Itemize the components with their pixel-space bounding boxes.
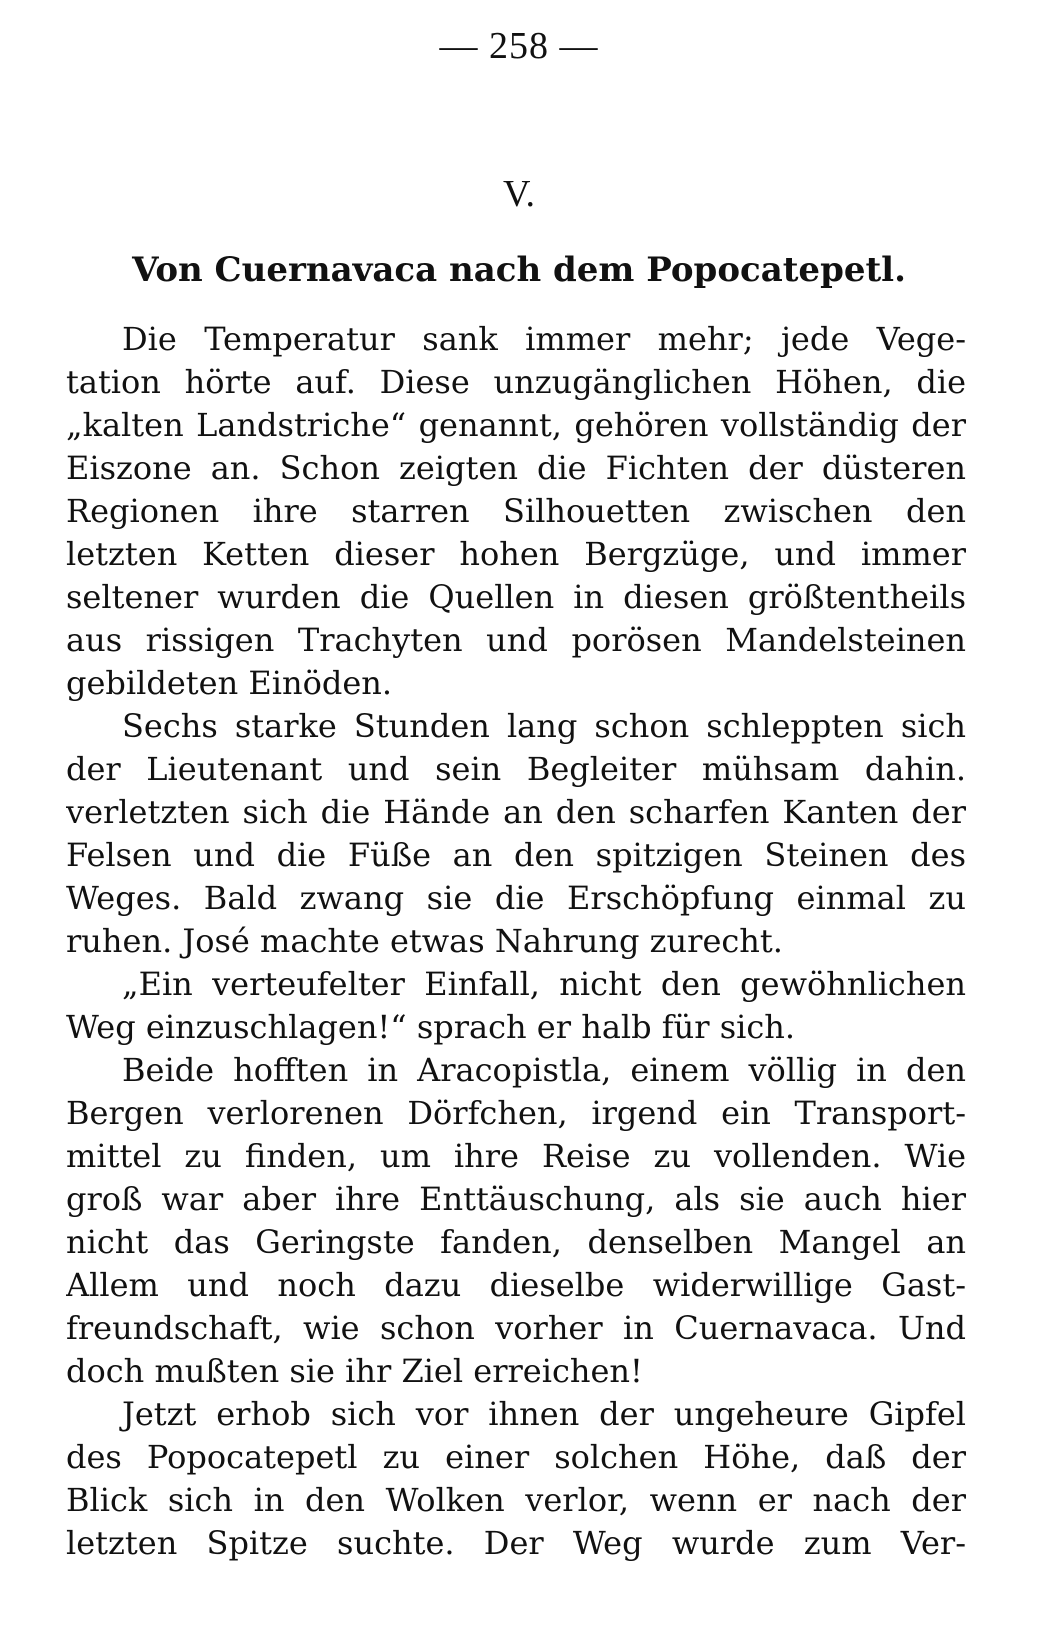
text-line: Beide hofften in Aracopistla, einem völlig in den: [122, 1051, 966, 1089]
text-line: nicht das Geringste fanden, denselben Mangel an: [66, 1223, 966, 1261]
text-line: verletzten sich die Hände an den scharfen Kanten der: [66, 793, 966, 831]
text-line: aus rissigen Trachyten und porösen Mandelsteinen: [66, 621, 966, 659]
text-line: groß war aber ihre Enttäuschung, als sie auch hier: [66, 1180, 966, 1218]
text-line: Weges. Bald zwang sie die Erschöpfung einmal zu: [66, 879, 966, 917]
text-line: letzten Ketten dieser hohen Bergzüge, und immer: [66, 535, 966, 573]
text-line: Weg einzuschlagen!“ sprach er halb für sich.: [66, 1008, 796, 1046]
text-line: Eiszone an. Schon zeigten die Fichten der düsteren: [66, 449, 966, 487]
body-text: [66, 318, 966, 1565]
text-line: „kalten Landstriche“ genannt, gehören vollständig der: [66, 406, 966, 444]
chapter-number: V.: [502, 173, 536, 215]
text-line: ruhen. José machte etwas Nahrung zurecht.: [66, 922, 783, 960]
text-line: gebildeten Einöden.: [66, 664, 393, 702]
text-line: mittel zu finden, um ihre Reise zu vollenden. Wie: [66, 1137, 966, 1175]
text-line: tation hörte auf. Diese unzugänglichen Höhen, die: [66, 363, 966, 401]
text-line: Blick sich in den Wolken verlor, wenn er nach der: [66, 1481, 966, 1519]
text-line: „Ein verteufelter Einfall, nicht den gewöhnlichen: [122, 965, 966, 1003]
text-line: Die Temperatur sank immer mehr; jede Vege-: [122, 320, 966, 358]
text-line: des Popocatepetl zu einer solchen Höhe, daß der: [66, 1438, 966, 1476]
text-line: freundschaft, wie schon vorher in Cuernavaca. Und: [66, 1309, 966, 1347]
page-number: — 258 —: [439, 25, 599, 67]
text-line: seltener wurden die Quellen in diesen größtentheils: [66, 578, 966, 616]
text-line: Regionen ihre starren Silhouetten zwischen den: [66, 492, 966, 530]
text-line: letzten Spitze suchte. Der Weg wurde zum Ver-: [66, 1524, 966, 1562]
text-line: Felsen und die Füße an den spitzigen Steinen des: [66, 836, 966, 874]
text-line: Sechs starke Stunden lang schon schleppten sich: [122, 707, 966, 745]
text-line: der Lieutenant und sein Begleiter mühsam dahin.: [66, 750, 966, 788]
text-line: Bergen verlorenen Dörfchen, irgend ein Transport-: [66, 1094, 966, 1132]
text-line: doch mußten sie ihr Ziel erreichen!: [66, 1352, 643, 1390]
chapter-title: Von Cuernavaca nach dem Popocatepetl.: [132, 250, 906, 290]
text-line: Jetzt erhob sich vor ihnen der ungeheure Gipfel: [122, 1395, 966, 1433]
text-line: Allem und noch dazu dieselbe widerwillige Gast-: [66, 1266, 966, 1304]
